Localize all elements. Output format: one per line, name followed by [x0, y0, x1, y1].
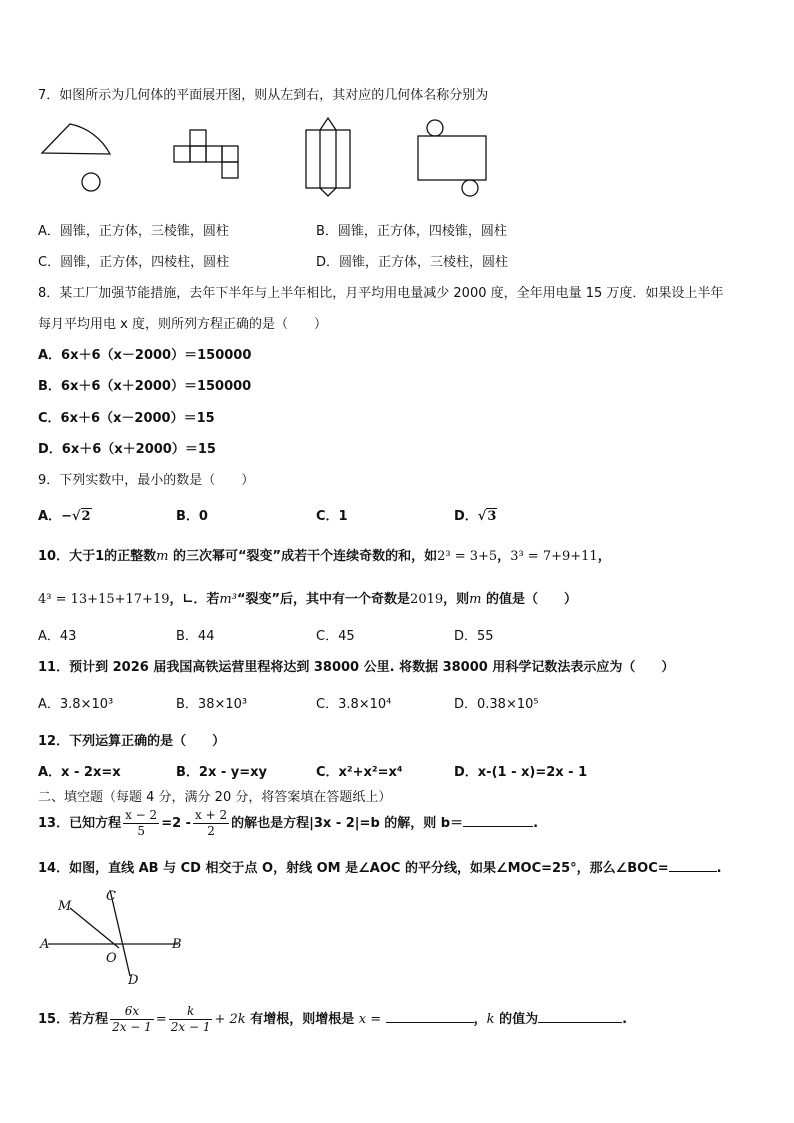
q11-option-b: B．38×10³ — [176, 697, 248, 712]
label-o: O — [106, 951, 117, 966]
q8-option-d: D．6x＋6（x＋2000）＝15 — [38, 442, 216, 457]
q13-answer-blank — [463, 814, 533, 827]
q10-option-b: B．44 — [176, 629, 215, 644]
cone-net-figure — [38, 118, 118, 194]
q7-option-a: A．圆锥，正方体，三棱锥，圆柱 — [38, 224, 229, 239]
q8-stem-line2: 每月平均用电 x 度，则所列方程正确的是（ ） — [38, 317, 327, 332]
label-b: B — [172, 937, 182, 952]
q7-option-c: C．圆锥，正方体，四棱柱，圆柱 — [38, 255, 230, 270]
q12-stem: 12．下列运算正确的是（ ） — [38, 734, 226, 749]
q11-option-d: D．0.38×10⁵ — [454, 697, 539, 712]
q9-option-c: C．1 — [316, 509, 348, 524]
label-c: C — [106, 889, 116, 904]
q7-option-d: D．圆锥，正方体，三棱柱，圆柱 — [316, 255, 509, 270]
q14-stem: 14．如图，直线 AB 与 CD 相交于点 O，射线 OM 是∠AOC 的平分线，如果∠MOC=25°，那么∠BOC= . — [38, 861, 722, 876]
q7-stem: 7．如图所示为几何体的平面展开图，则从左到右，其对应的几何体名称分别为 — [38, 88, 489, 103]
q8-option-c: C．6x＋6（x－2000）＝15 — [38, 411, 215, 426]
q8-option-a: A．6x＋6（x－2000）＝150000 — [38, 348, 252, 363]
q9-stem: 9．下列实数中，最小的数是（ ） — [38, 473, 255, 488]
q14-answer-blank — [669, 859, 717, 872]
q10-stem-line1: 10．大于1的正整数m 的三次幂可“裂变”成若干个连续奇数的和，如2³ = 3+5，3³ = 7+9+11， — [38, 549, 611, 564]
q8-option-b: B．6x＋6（x＋2000）＝150000 — [38, 379, 252, 394]
q12-option-c: C．x²+x²=x⁴ — [316, 765, 403, 780]
q13-stem: 13．已知方程 $\frac{x - 2}{5}$ =2 - $\frac{x + 2}{2}$ 的解也是方程|3x - 2|=b 的解，则 b＝ . — [38, 808, 539, 838]
prism-net-figure — [302, 116, 354, 198]
q11-stem: 11．预计到 2026 届我国高铁运营里程将达到 38000 公里. 将数据 38000 用科学记数法表示应为（ ） — [38, 660, 675, 675]
cylinder-net-figure — [414, 118, 490, 198]
label-a: A — [40, 937, 50, 952]
q11-option-a: A．3.8×10³ — [38, 697, 114, 712]
q15-stem: 15．若方程 $\frac{6x}{2x - 1}$ = $\frac{k}{2x - 1}$ + 2k 有增根，则增根是 x = ，k 的值为 . — [38, 1004, 628, 1034]
q10-option-c: C．45 — [316, 629, 355, 644]
q9-option-d: D．√3 — [454, 509, 497, 524]
q9-option-b: B．0 — [176, 509, 208, 524]
q10-option-d: D．55 — [454, 629, 494, 644]
label-m: M — [58, 899, 72, 914]
intersecting-lines-figure — [38, 884, 198, 990]
q8-stem-line1: 8．某工厂加强节能措施，去年下半年与上半年相比，月平均用电量减少 2000 度，全年用电量 15 万度．如果设上半年 — [38, 286, 724, 301]
q15-k-blank — [538, 1010, 622, 1023]
q12-option-d: D．x-(1 - x)=2x - 1 — [454, 765, 588, 780]
cube-net-figure — [172, 128, 244, 186]
q15-root-blank — [386, 1010, 474, 1023]
q12-option-b: B．2x - y=xy — [176, 765, 268, 780]
q12-option-a: A．x - 2x=x — [38, 765, 121, 780]
q9-option-a: A．−√2 — [38, 509, 91, 524]
section-two-heading: 二、填空题（每题 4 分，满分 20 分，将答案填在答题纸上） — [38, 790, 392, 805]
q10-option-a: A．43 — [38, 629, 77, 644]
q10-stem-line2: 4³ = 13+15+17+19，∟．若m³“裂变”后，其中有一个奇数是2019，则m 的值是（ ） — [38, 592, 578, 607]
q11-option-c: C．3.8×10⁴ — [316, 697, 392, 712]
q7-option-b: B．圆锥，正方体，四棱锥，圆柱 — [316, 224, 507, 239]
label-d: D — [128, 973, 139, 988]
